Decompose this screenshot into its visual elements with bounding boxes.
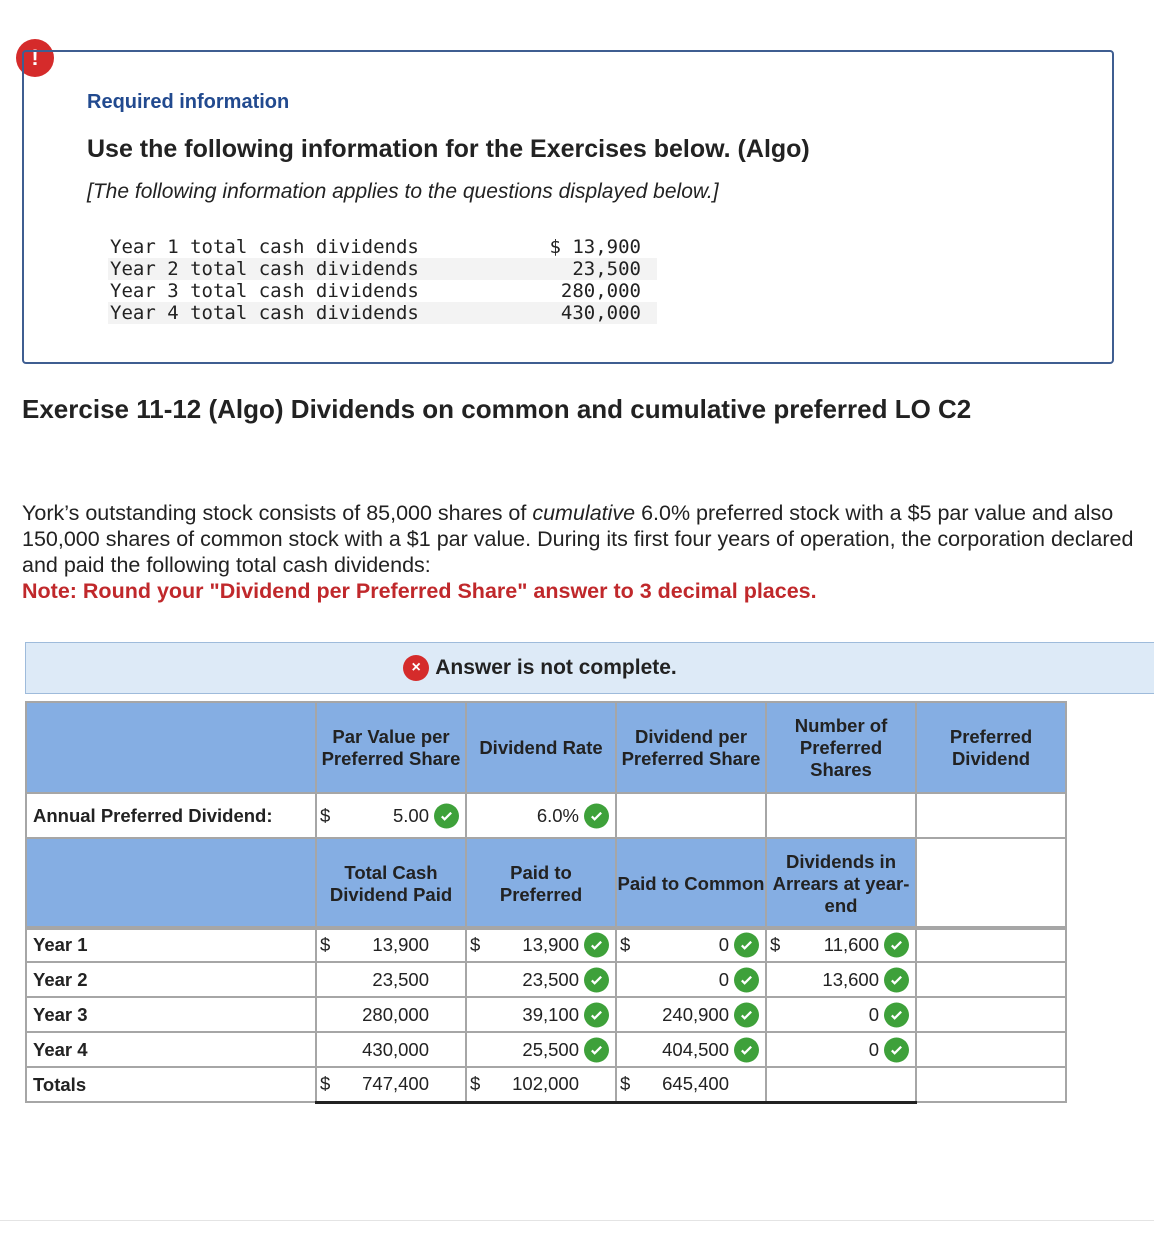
info-title: Use the following information for the Exercises below. (Algo): [87, 135, 810, 163]
header-paid-common: Paid to Common: [616, 838, 766, 929]
total-cash-cell: 280,000: [316, 997, 466, 1032]
header-preferred-dividend: Preferred Dividend: [916, 702, 1066, 793]
check-icon: [884, 1037, 909, 1062]
year-label: Year 1: [26, 927, 316, 962]
arrears-input[interactable]: 11,600: [823, 933, 879, 955]
dividend-rate-cell[interactable]: [466, 793, 616, 838]
header-number-of-shares: Number of Preferred Shares: [766, 702, 916, 793]
paid-common-input[interactable]: 240,900: [662, 1003, 729, 1025]
paid-common-cell[interactable]: [616, 962, 766, 997]
header-dividend-rate: Dividend Rate: [466, 702, 616, 793]
arrears-cell[interactable]: $ 11,600: [766, 927, 916, 962]
problem-text: York’s outstanding stock consists of 85,000 shares of cumulative 6.0% preferred stock with a $5 par value and also 150,000 shares of common stock with a $1 par value. During its first four years of operation, the corporation declared and paid the following total cash dividends: Note: Round your "Dividend per Preferred Share" answer to 3 decimal places.: [22, 501, 1134, 603]
paid-common-cell[interactable]: $ 0: [616, 927, 766, 962]
arrears-input[interactable]: 13,600: [822, 968, 879, 990]
arrears-cell[interactable]: [766, 962, 916, 997]
check-icon: [734, 1002, 759, 1027]
paid-common-cell[interactable]: [616, 997, 766, 1032]
number-of-shares-input[interactable]: [766, 793, 916, 838]
check-icon: [884, 967, 909, 992]
answer-status-text: Answer is not complete.: [435, 656, 677, 679]
check-icon: [884, 932, 909, 957]
header-dividend-per-share: Dividend per Preferred Share: [616, 702, 766, 793]
year-label: Year 4: [26, 1032, 316, 1067]
table-row: [26, 927, 1066, 962]
year-label: Year 2: [26, 962, 316, 997]
year-label: Year 3: [26, 997, 316, 1032]
close-icon: ×: [403, 655, 429, 681]
rounding-note: Note: Round your "Dividend per Preferred Share" answer to 3 decimal places.: [22, 579, 817, 603]
dividend-rows-table: [25, 926, 1067, 1104]
arrears-cell[interactable]: [766, 997, 916, 1032]
check-icon: [734, 967, 759, 992]
alert-icon: !: [16, 39, 54, 77]
paid-common-input[interactable]: 0: [718, 968, 729, 990]
table-row: [26, 962, 1066, 997]
check-icon: [584, 1037, 609, 1062]
paid-preferred-cell[interactable]: [466, 962, 616, 997]
total-cash-cell: 23,500: [316, 962, 466, 997]
header-arrears: Dividends in Arrears at year-end: [766, 838, 916, 929]
table-row: [26, 1032, 1066, 1067]
applies-text: [The following information applies to the questions displayed below.]: [87, 180, 719, 203]
header-par-value: Par Value per Preferred Share: [316, 702, 466, 793]
paid-preferred-cell[interactable]: [466, 1032, 616, 1067]
check-icon: [884, 1002, 909, 1027]
check-icon: [734, 1037, 759, 1062]
header-paid-preferred: Paid to Preferred: [466, 838, 616, 929]
total-cash-cell: 430,000: [316, 1032, 466, 1067]
paid-preferred-input[interactable]: 25,500: [522, 1038, 579, 1060]
answer-status-banner: [25, 642, 1154, 694]
paid-preferred-cell[interactable]: $ 13,900: [466, 927, 616, 962]
dividend-row: Year 4 total cash dividends 430,000: [108, 302, 657, 324]
paid-preferred-input[interactable]: 13,900: [522, 933, 579, 955]
paid-common-input[interactable]: 0: [718, 933, 729, 955]
exercise-title: Exercise 11-12 (Algo) Dividends on common and cumulative preferred LO C2: [22, 394, 972, 424]
required-information-label: Required information: [87, 91, 290, 113]
totals-row: Totals $ 747,400 $ 102,000 $ 645,400: [26, 1067, 1066, 1102]
dividend-row: Year 3 total cash dividends 280,000: [110, 280, 641, 302]
paid-common-input[interactable]: 404,500: [662, 1038, 729, 1060]
paid-preferred-cell[interactable]: [466, 997, 616, 1032]
total-cash-cell: $ 13,900: [316, 927, 466, 962]
dividend-row: Year 1 total cash dividends $ 13,900: [110, 236, 641, 258]
arrears-cell[interactable]: [766, 1032, 916, 1067]
table-row: [26, 997, 1066, 1032]
check-icon: [584, 1002, 609, 1027]
dividend-per-share-input[interactable]: [616, 793, 766, 838]
par-value-cell[interactable]: $ 5.00: [316, 793, 466, 838]
dividend-table: [25, 701, 1067, 930]
annual-dividend-label: Annual Preferred Dividend:: [26, 793, 316, 838]
arrears-input[interactable]: 0: [868, 1003, 879, 1025]
preferred-dividend-input[interactable]: [916, 793, 1066, 838]
par-value-input[interactable]: 5.00: [392, 804, 429, 826]
arrears-input[interactable]: 0: [868, 1038, 879, 1060]
header-total-cash: Total Cash Dividend Paid: [316, 838, 466, 929]
dividend-rate-input[interactable]: 6.0%: [536, 804, 579, 826]
check-icon: [584, 967, 609, 992]
check-icon: [584, 803, 609, 828]
dividends-list: [108, 236, 657, 324]
check-icon: [734, 932, 759, 957]
totals-label: Totals: [26, 1067, 316, 1102]
paid-preferred-input[interactable]: 39,100: [522, 1003, 579, 1025]
paid-common-cell[interactable]: [616, 1032, 766, 1067]
paid-preferred-input[interactable]: 23,500: [522, 968, 579, 990]
dividend-row: Year 2 total cash dividends 23,500: [108, 258, 657, 280]
check-icon: [434, 803, 459, 828]
check-icon: [584, 932, 609, 957]
